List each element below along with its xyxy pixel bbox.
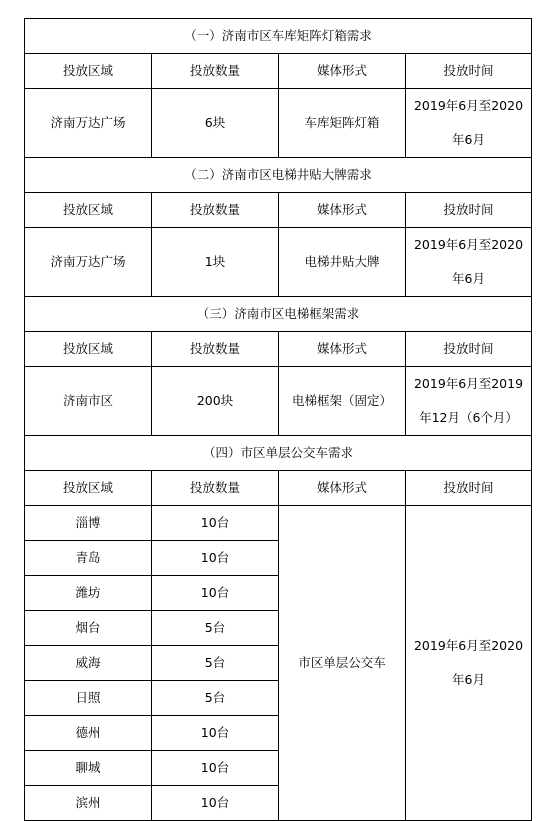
header-time: 投放时间: [406, 471, 532, 506]
time-line-2: 年6月: [452, 672, 485, 687]
header-time: 投放时间: [406, 54, 532, 89]
cell-area: 威海: [25, 646, 152, 681]
cell-qty: 10台: [152, 541, 279, 576]
time-line-2: 年12月（6个月）: [419, 410, 518, 425]
cell-qty: 10台: [152, 751, 279, 786]
cell-area: 潍坊: [25, 576, 152, 611]
header-qty: 投放数量: [152, 193, 279, 228]
header-form: 媒体形式: [279, 471, 406, 506]
time-line-2: 年6月: [452, 132, 485, 147]
cell-area: 济南市区: [25, 367, 152, 436]
time-line-1: 2019年6月至2019: [413, 376, 524, 391]
header-time: 投放时间: [406, 332, 532, 367]
cell-form: 电梯框架（固定）: [279, 367, 406, 436]
cell-area: 青岛: [25, 541, 152, 576]
header-form: 媒体形式: [279, 332, 406, 367]
cell-qty: 5台: [152, 611, 279, 646]
cell-qty: 5台: [152, 646, 279, 681]
cell-qty: 10台: [152, 576, 279, 611]
time-line-2: 年6月: [452, 271, 485, 286]
section-title: （二）济南市区电梯井贴大牌需求: [25, 158, 532, 193]
header-area: 投放区域: [25, 193, 152, 228]
cell-qty: 10台: [152, 716, 279, 751]
header-time: 投放时间: [406, 193, 532, 228]
cell-area: 济南万达广场: [25, 89, 152, 158]
cell-qty: 10台: [152, 506, 279, 541]
media-demand-table: [24, 18, 532, 821]
cell-area: 淄博: [25, 506, 152, 541]
header-qty: 投放数量: [152, 332, 279, 367]
cell-time: [406, 228, 532, 297]
cell-qty: 10台: [152, 786, 279, 821]
cell-time: [406, 506, 532, 821]
section-title: （一）济南市区车库矩阵灯箱需求: [25, 19, 532, 54]
cell-time: [406, 89, 532, 158]
header-form: 媒体形式: [279, 193, 406, 228]
header-qty: 投放数量: [152, 54, 279, 89]
cell-area: 烟台: [25, 611, 152, 646]
cell-qty: 200块: [152, 367, 279, 436]
cell-qty: 6块: [152, 89, 279, 158]
cell-area: 济南万达广场: [25, 228, 152, 297]
cell-form: 车库矩阵灯箱: [279, 89, 406, 158]
cell-area: 德州: [25, 716, 152, 751]
cell-area: 日照: [25, 681, 152, 716]
header-area: 投放区域: [25, 471, 152, 506]
cell-area: 滨州: [25, 786, 152, 821]
time-line-1: 2019年6月至2020: [413, 638, 524, 653]
section-title: （四）市区单层公交车需求: [25, 436, 532, 471]
header-qty: 投放数量: [152, 471, 279, 506]
cell-time: [406, 367, 532, 436]
header-area: 投放区域: [25, 54, 152, 89]
cell-form: 市区单层公交车: [279, 506, 406, 821]
cell-form: 电梯井贴大牌: [279, 228, 406, 297]
time-line-1: 2019年6月至2020: [413, 237, 524, 252]
time-line-1: 2019年6月至2020: [413, 98, 524, 113]
cell-qty: 5台: [152, 681, 279, 716]
section-title: （三）济南市区电梯框架需求: [25, 297, 532, 332]
header-area: 投放区域: [25, 332, 152, 367]
cell-area: 聊城: [25, 751, 152, 786]
cell-qty: 1块: [152, 228, 279, 297]
header-form: 媒体形式: [279, 54, 406, 89]
